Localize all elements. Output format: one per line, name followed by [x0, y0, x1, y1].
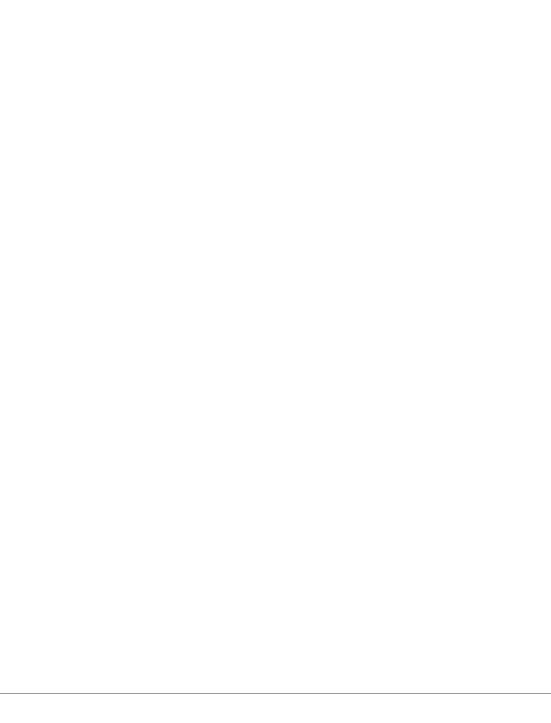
page-footer	[10, 702, 18, 716]
footer-divider	[0, 693, 551, 694]
body-paragraph	[10, 8, 262, 25]
body-paragraph	[287, 142, 539, 159]
left-column	[10, 8, 262, 91]
body-paragraph	[287, 25, 539, 42]
body-paragraph	[287, 75, 539, 92]
body-paragraph	[287, 58, 539, 75]
body-paragraph	[287, 108, 539, 125]
body-paragraph	[287, 92, 539, 109]
body-paragraph	[10, 25, 262, 42]
body-paragraph	[10, 75, 262, 92]
body-paragraph	[10, 41, 262, 58]
section-heading	[287, 41, 539, 58]
body-paragraph	[10, 58, 262, 75]
right-column	[287, 8, 539, 159]
body-paragraph	[287, 8, 539, 25]
section-heading	[287, 125, 539, 142]
